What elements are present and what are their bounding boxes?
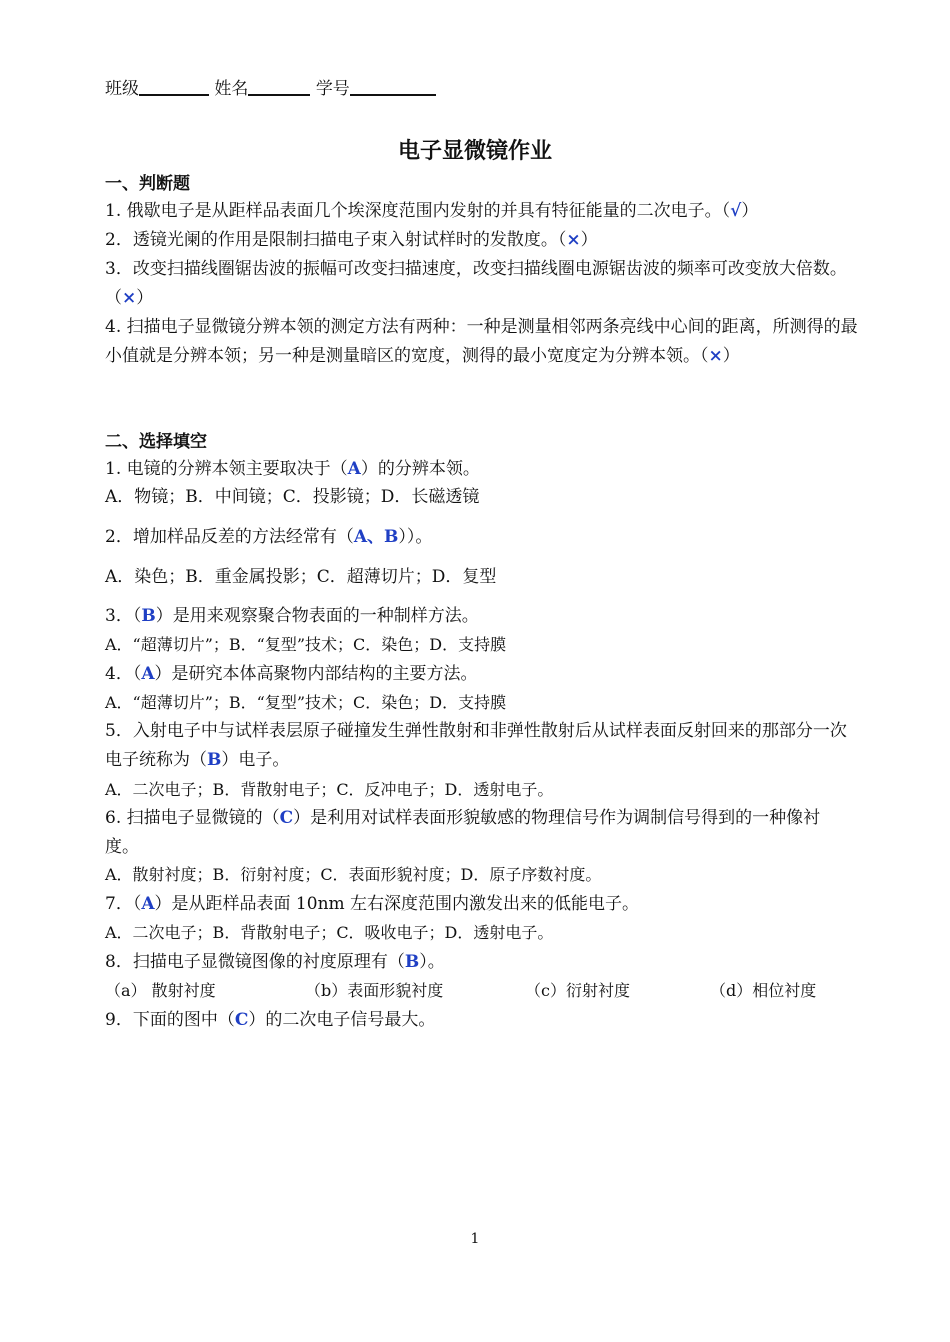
option-b: （b）表面形貌衬度 (305, 981, 444, 1000)
name-blank (248, 78, 310, 96)
mc-options-3: A．“超薄切片”；B．“复型”技术；C．染色；D．支持膜 (105, 635, 507, 654)
mc-options-5: A．二次电子；B．背散射电子；C．反冲电子；D．透射电子。 (105, 780, 554, 799)
answer-mark: C (279, 808, 294, 828)
option-c: （c）衍射衬度 (525, 981, 630, 1000)
mc-question-2: 2．增加样品反差的方法经常有（A、B））。 (105, 527, 433, 547)
answer-mark: B (404, 952, 420, 972)
mc-question-6: 6. 扫描电子显微镜的（C）是利用对试样表面形貌敏感的物理信号作为调制信号得到的一种像衬度。 (105, 808, 821, 857)
mc-question-7: 7．（A）是从距样品表面 10nm 左右深度范围内激发出来的低能电子。 (105, 894, 640, 914)
class-blank (139, 78, 209, 96)
name-label: 姓名 (214, 79, 249, 99)
mc-options-6: A．散射衬度；B．衍射衬度；C．表面形貌衬度；D．原子序数衬度。 (105, 865, 602, 884)
answer-mark: B (141, 606, 156, 626)
answer-mark: √ (730, 201, 742, 221)
answer-mark: A、B (353, 527, 399, 547)
mc-options-2: A．染色；B．重金属投影；C．超薄切片；D．复型 (105, 567, 497, 587)
option-a: （a） 散射衬度 (105, 981, 216, 1000)
tf-question-1: 1. 俄歇电子是从距样品表面几个埃深度范围内发射的并具有特征能量的二次电子。（√） (105, 201, 759, 221)
answer-mark: C (234, 1010, 249, 1030)
mc-question-8: 8．扫描电子显微镜图像的衬度原理有（B）。 (105, 952, 445, 972)
mc-question-9: 9．下面的图中（C）的二次电子信号最大。 (105, 1010, 436, 1030)
answer-mark: × (708, 346, 723, 366)
mc-question-5: 5．入射电子中与试样表层原子碰撞发生弹性散射和非弹性散射后从试样表面反射回来的那部分一次电子统称为（B）电子。 (105, 721, 847, 770)
id-blank (350, 78, 436, 96)
answer-mark: A (347, 459, 361, 479)
answer-mark: A (141, 664, 155, 684)
answer-mark: × (566, 230, 581, 250)
mc-options-1: A．物镜；B．中间镜；C．投影镜；D．长磁透镜 (105, 487, 480, 507)
page-number: 1 (470, 1231, 480, 1247)
mc-question-3: 3．（B）是用来观察聚合物表面的一种制样方法。 (105, 606, 479, 626)
mc-options-7: A．二次电子；B．背散射电子；C．吸收电子；D．透射电子。 (105, 923, 554, 942)
answer-mark: B (207, 750, 222, 770)
answer-mark: A (141, 894, 155, 914)
class-label: 班级 (105, 79, 139, 99)
mc-options-4: A．“超薄切片”；B．“复型”技术；C．染色；D．支持膜 (105, 693, 507, 712)
id-label: 学号 (315, 79, 350, 99)
section1-heading: 一、判断题 (105, 174, 190, 194)
tf-question-3: 3．改变扫描线圈锯齿波的振幅可改变扫描速度，改变扫描线圈电源锯齿波的频率可改变放大倍数。（×） (105, 259, 847, 308)
page-title: 电子显微镜作业 (397, 139, 552, 164)
tf-question-2: 2．透镜光阑的作用是限制扫描电子束入射试样时的发散度。（×） (105, 230, 598, 250)
tf-question-4: 4. 扫描电子显微镜分辨本领的测定方法有两种：一种是测量相邻两条亮线中心间的距离，所测得的最小值就是分辨本领；另一种是测量暗区的宽度，测得的最小宽度定为分辨本领。（×） (105, 317, 858, 366)
mc-question-4: 4．（A）是研究本体高聚物内部结构的主要方法。 (105, 664, 478, 684)
option-d: （d）相位衬度 (710, 981, 817, 1000)
section2-heading: 二、选择填空 (105, 432, 207, 452)
answer-mark: × (122, 288, 137, 308)
header-fields (105, 77, 850, 101)
mc-question-1: 1. 电镜的分辨本领主要取决于（A）的分辨本领。 (105, 459, 480, 479)
